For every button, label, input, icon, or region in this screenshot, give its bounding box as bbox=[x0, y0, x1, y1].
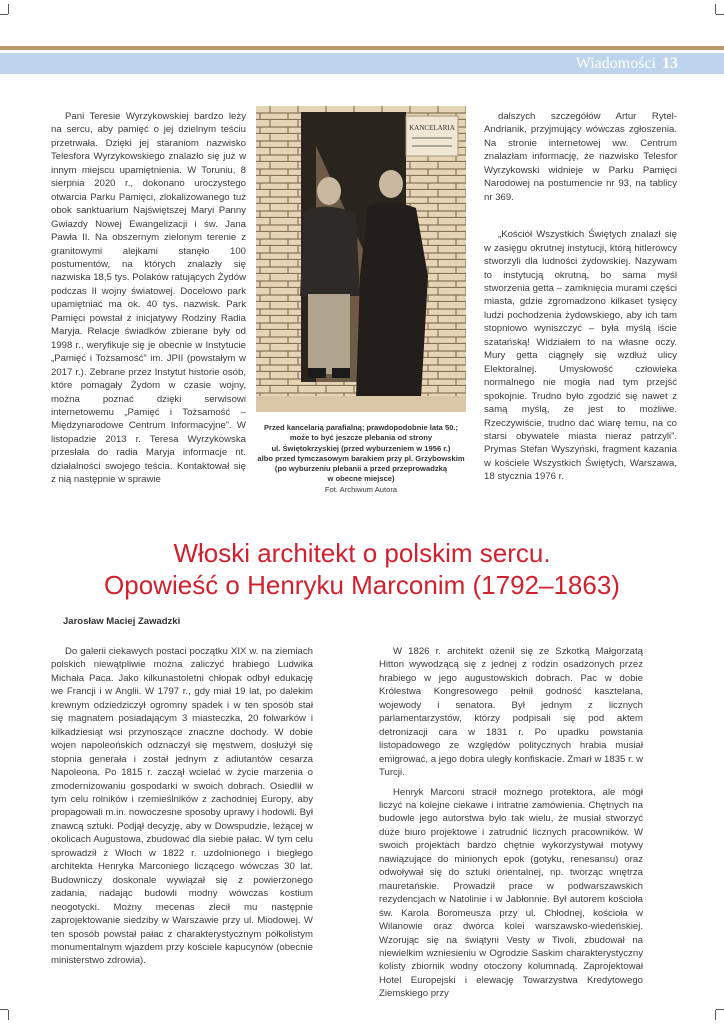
caption-line: może to być jeszcze plebania od strony bbox=[289, 433, 433, 443]
running-head bbox=[576, 53, 678, 74]
crop-mark bbox=[716, 1009, 724, 1010]
article-right-column bbox=[379, 645, 643, 1001]
top-right-column bbox=[484, 110, 677, 484]
crop-mark bbox=[716, 14, 724, 15]
photo-illustration bbox=[256, 106, 466, 412]
sign-text: KANCELARIA bbox=[409, 124, 455, 132]
top-left-column bbox=[51, 110, 246, 487]
crop-mark bbox=[715, 1010, 716, 1020]
crop-mark bbox=[0, 14, 8, 15]
article-author: Jarosław Maciej Zawadzki bbox=[63, 616, 181, 627]
crop-mark bbox=[0, 1009, 8, 1010]
paragraph: Pani Teresie Wyrzykowskiej bardzo leży na sercu, aby pamięć o jej dzielnym teściu przetrwała. Dzięki jej staraniom nazwisko Telesfora Wyrzykowskiego znalazło się już w innym miejscu upamiętnienia. W Toruniu, 8 sierpnia 2020 r., dokonano uroczystego otwarcia Parku Pamięci, zlokalizowanego tuż obok sanktuarium Najświętszej Maryi Panny Gwiazdy Nowej Ewangelizacji i św. Jana Pawła II. Na obszernym zielonym terenie z granitowymi alejkami stanęło 100 postumentów, na których znalazły się nazwiska 18,5 tys. Polaków ratujących Żydów podczas II wojny światowej. Docelowo park upamiętniać ma ok. 40 tys. nazwisk. Park Pamięci powstał z inicjatywy Rodziny Radia Maryja. Relacje świadków zbierane były od 1998 r., weryfikuje się je obecnie w Instytucie „Pamięć i Tożsamość” im. JPII (powstałym w 2017 r.). Zebrane przez Instytut historie osób, które pomagały Żydom w czasie wojny, można poznać dzięki serwisowi internetowemu „Pamięć i Tożsamość – Międzynarodowe Centrum Informacyjne”. W listopadzie 2013 r. Teresa Wyrzykowska przesłała do radia Maryja informacje nt. działalności swojego teścia. Kontaktował się z nią następnie w sprawie bbox=[51, 111, 246, 486]
caption-line: (po wyburzeniu plebanii a przed przeprowadzką bbox=[274, 464, 448, 474]
caption-line: ul. Świętokrzyskiej (przed wyburzeniem w 1956 r.) bbox=[271, 443, 451, 453]
caption-line: albo przed tymczasowym barakiem przy pl. Grzybowskim bbox=[257, 453, 465, 463]
crop-mark bbox=[8, 1010, 9, 1020]
paragraph: Henryk Marconi stracił możnego protektora, ale mógł liczyć na kolejne ciekawe i intratne zamówienia. Chętnych na budowle jego autorstwa było tak wielu, że musiał stworzyć duże biuro projektowe i zatrudnić licznych pracowników. W swoich projektach bardzo chętnie wykorzystywał motywy nawiązujące do minionych epok (gotyku, renesansu) oraz odwoływał się do sztuki orientalnej, np. tworząc wnętrza mauretańskie. Prowadził prace w podwarszawskich rezydencjach w Natolinie i w Jabłonnie. Był autorem kościoła św. Karola Boromeusza przy ul. Chłodnej, kościoła w Wilanowie oraz dworca kolei warszawsko-wiedeńskiej. Wzorując się na świątyni Vesty w Tivoli, zbudował na niewielkim wzniesieniu w Ogrodzie Saskim charakterystyczny kolisty zbiornik wodny otoczony kolumnadą. Zaprojektował Hotel Europejski i elewację Towarzystwa Kredytowego Ziemskiego przy bbox=[379, 786, 643, 1000]
paragraph: dalszych szczegółów Artur Rytel-Andrianik, przyjmujący wówczas zgłoszenia. Na stronie internetowej ww. Centrum znalazłam informację, że nazwisko Telesfor Wyrzykowski widnieje w Parku Pamięci Narodowej na postumencie nr 93, na tablicy nr 369. bbox=[484, 111, 677, 203]
quote-paragraph: „Kościół Wszystkich Świętych znalazł się w zasięgu okrutnej instytucji, którą hitlerowcy stworzyli dla ludności żydowskiej. Nazywam to instytucją okrutną, bo sama myśl stworzenia getta – zamknięcia murami części miasta, gdzie zgromadzono kilkaset tysięcy ludzi pochodzenia żydowskiego, aby ich tam stopniowo wyniszczyć – była myślą iście szatańską! Widziałem to na własne oczy. Mury getta ciągnęły się wzdłuż ulicy Elektoralnej. Umysłowość człowieka normalnego nie mogła nad tym przejść spokojnie. Trudno było zgodzić się nawet z samą myślą, że jest to możliwe. Rzeczywiście, trudno dać wiarę temu, na co starsi obywatele miasta nieraz patrzyli”. Prymas Stefan Wyszyński, fragment kazania w kościele Wszystkich Świętych, Warszawa, 18 stycznia 1976 r. bbox=[484, 229, 677, 483]
paragraph: W 1826 r. architekt ożenił się ze Szkotką Małgorzatą Hitton wywodzącą się z jednej z rodzin osadzonych przez hrabiego w jego augustowskich dobrach. Pac w dobie Królestwa Kongresowego pełnił godność kasztelana, wojewody i senatora. Był jednym z licznych parlamentarzystów, którzy podpisali się pod aktem detronizacji cara w 1831 r. Po upadku powstania listopadowego ze względów politycznych hrabia musiał emigrować, a jego dobra uległy konfiskacie. Zmarł w 1835 r. w Turcji. bbox=[379, 646, 643, 779]
caption-line: w obecne miejsce) bbox=[327, 474, 395, 484]
photo-caption bbox=[252, 423, 470, 495]
photo-credit: Fot. Archiwum Autora bbox=[324, 484, 398, 494]
title-line: Włoski architekt o polskim sercu. bbox=[173, 538, 551, 568]
article-left-column bbox=[51, 645, 313, 968]
crop-mark bbox=[715, 4, 716, 14]
title-line: Opowieść o Henryku Marconim (1792–1863) bbox=[104, 570, 620, 600]
archival-photo bbox=[256, 106, 466, 412]
crop-mark bbox=[8, 4, 9, 14]
caption-line: Przed kancelarią parafialną; prawdopodobnie lata 50.; bbox=[263, 423, 459, 432]
page-number: 13 bbox=[662, 55, 678, 72]
header-rule bbox=[0, 46, 724, 50]
paragraph: Do galerii ciekawych postaci początku XIX w. na ziemiach polskich niewątpliwie można zaliczyć hrabiego Ludwika Michała Paca. Jako kilkunastoletni chłopak odbył edukację we Francji i w Anglii. W 1797 r., gdy miał 19 lat, po dalekim krewnym odziedziczył ogromny spadek i w ten sposób stał się magnatem posiadającym 3 miasteczka, 20 folwarków i kilkadziesiąt wsi przynoszące znaczne dochody. W dobie wojen napoleońskich odznaczył się męstwem, dosłużył się stopnia generała i został jednym z adiutantów cesarza Napoleona. Po 1815 r. zaczął wcielać w życie marzenia o zmodernizowaniu gospodarki w swoich dobrach. Osiedlił w tym celu rolników i rzemieślników z zachodniej Europy, aby propagowali m.in. nowoczesne sposoby uprawy i hodowli. Był znawcą sztuki. Podjął decyzję, aby w Dowspudzie, leżącej w okolicach Augustowa, zbudować dla siebie pałac. W tym celu sprowadził z Włoch w 1822 r. uzdolnionego i biegłego architekta Henryka Marconiego liczącego wówczas 30 lat. Budowniczy doskonale wywiązał się z powierzonego zadania, nadając budowli modny wówczas kostium neogotycki. Możny mecenas zlecił mu następnie zaprojektowanie siedziby w Warszawie przy ul. Miodowej. W ten sposób powstał pałac z charakterystycznym półkolistym monumentalnym wjazdem przy kościele kapucynów (obecnie ministerstwo zdrowia). bbox=[51, 646, 313, 967]
section-name: Wiadomości bbox=[575, 55, 656, 72]
article-title bbox=[0, 537, 724, 601]
